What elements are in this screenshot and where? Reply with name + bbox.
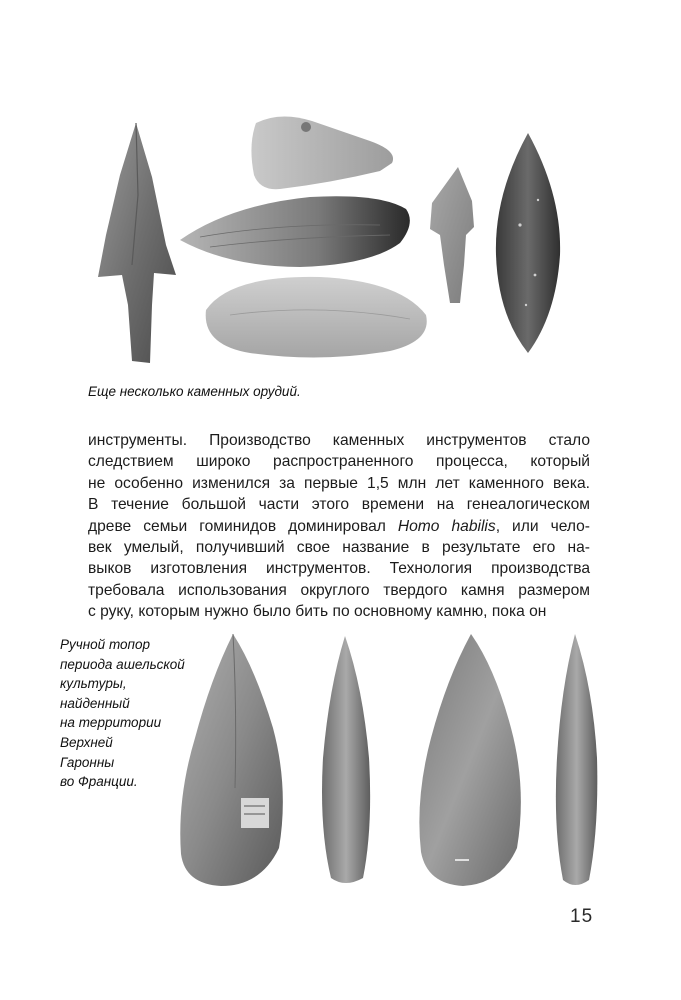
hand-axe-front [180, 634, 283, 886]
stone-tools-illustration [80, 105, 600, 370]
scraper-light [251, 116, 393, 189]
hand-axe-back [419, 634, 520, 886]
caption-line: во Франции. [60, 774, 138, 790]
body-line: выков изготовления инструментов. Технология производства [88, 560, 590, 578]
laurel-leaf-dark [496, 133, 560, 353]
figure-caption-top: Еще несколько каменных орудий. [88, 384, 301, 399]
body-line: век умелый, получивший свое название в результате его на- [88, 539, 590, 557]
body-line: с руку, которым нужно было бить по основному камню, пока он [88, 603, 547, 621]
body-line: инструменты. Производство каменных инструментов стало [88, 432, 590, 449]
caption-line: Верхней [60, 734, 113, 750]
figure-caption-bottom [60, 635, 185, 792]
caption-line: периода ашельской [60, 656, 185, 672]
body-line: требовала использования округлого твердого камня размером [88, 581, 590, 599]
hand-axe-illustration [165, 628, 610, 890]
blade-long [180, 196, 410, 267]
body-paragraph [88, 430, 590, 623]
caption-line: на территории [60, 715, 162, 731]
species-name: Homo habilis [397, 517, 496, 535]
body-line: не особенно изменился за первые 1,5 млн лет каменного века. [88, 474, 590, 492]
caption-line: Гаронны [60, 754, 115, 770]
caption-line: культуры, [60, 676, 127, 692]
body-line [88, 516, 590, 537]
caption-line: Ручной топор [60, 637, 150, 652]
body-line: следствием широко распространенного процесса, который [88, 453, 590, 471]
leaf-oval [206, 277, 427, 358]
museum-label [241, 798, 269, 828]
caption-line: найденный [60, 695, 130, 711]
body-line: В течение большой части этого времени на генеалогическом [88, 496, 590, 514]
hand-axe-side [322, 636, 370, 883]
hand-axe-edge [556, 634, 597, 885]
page-number: 15 [570, 906, 594, 927]
body-line-part: древе семьи гоминидов доминировал [88, 517, 398, 535]
body-line-part: , или чело- [495, 517, 590, 535]
point-small [430, 167, 474, 303]
